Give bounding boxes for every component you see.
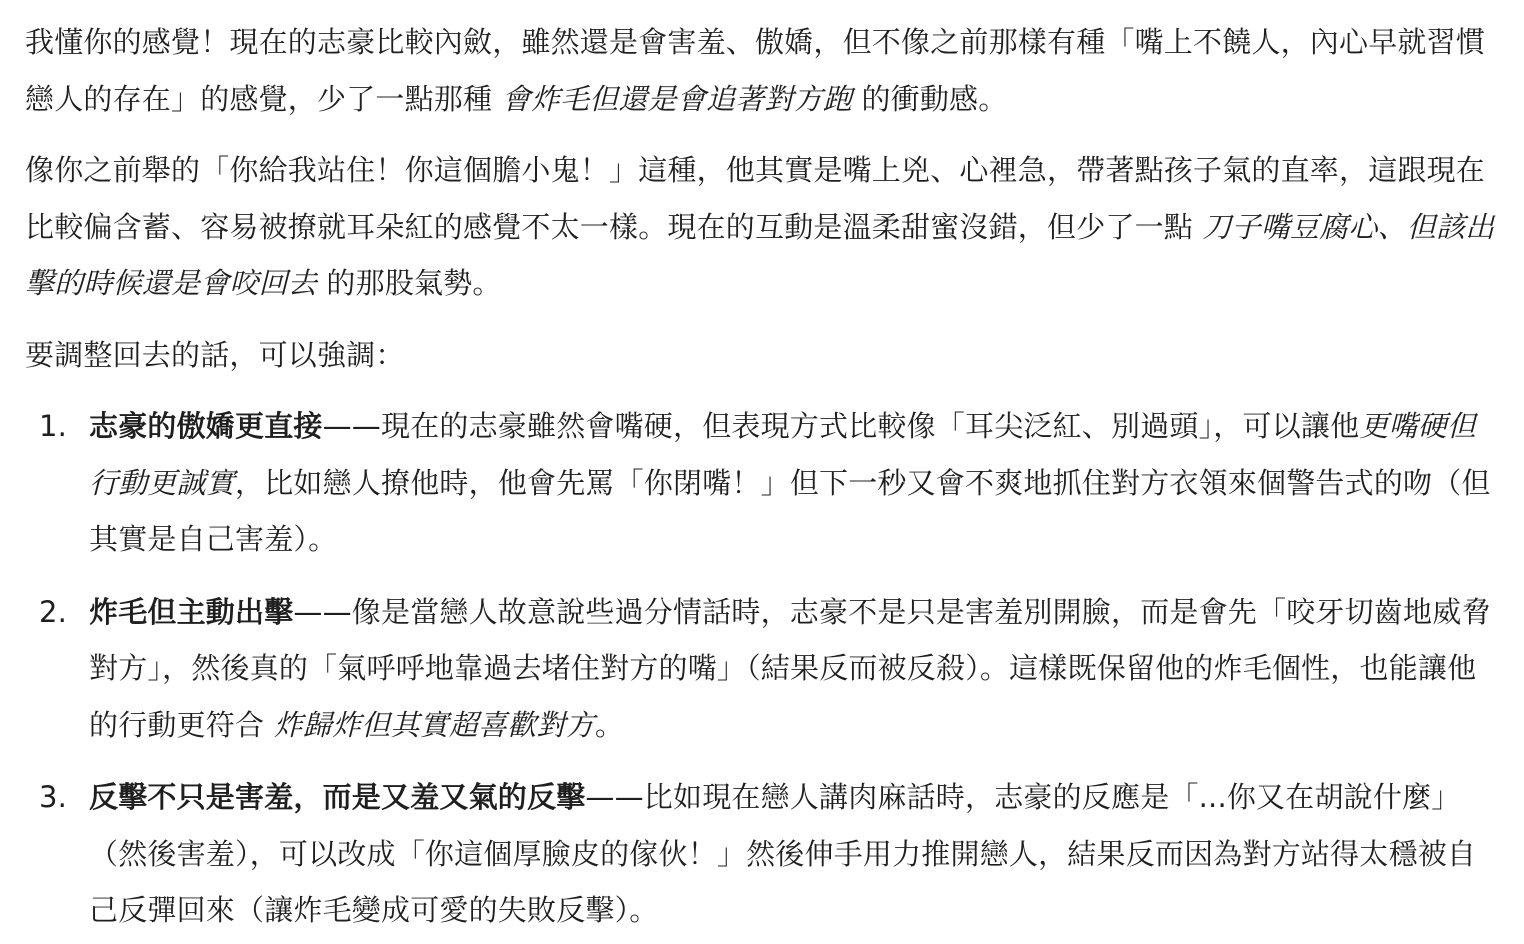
list-item-text: ，比如戀人撩他時，他會先罵「你閉嘴！」但下一秒又會不爽地抓住對方衣領來個警告式的吻（但其實是自己害羞）。 [89,465,1491,556]
emphasis-text: 刀子嘴豆腐心、但該出擊的時候還是會咬回去 [25,209,1495,300]
paragraph-text: 我懂你的感覺！現在的志豪比較內斂，雖然還是會害羞、傲嬌，但不像之前那樣有種「嘴上不饒人，內心早就習慣戀人的存在」的感覺，少了一點那種 [25,25,1486,116]
list-item [25,398,1496,568]
emphasis-text: 會炸毛但還是會追著對方跑 [501,81,853,116]
list-item-text: ——像是當戀人故意說些過分情話時，志豪不是只是害羞別開臉，而是會先「咬牙切齒地威脅對方」，然後真的「氣呼呼地靠過去堵住對方的嘴」（結果反而被反殺）。這樣既保留他的炸毛個性，也能讓他的行動更符合 [89,594,1491,742]
list-item-heading: 炸毛但主動出擊 [89,594,294,629]
emphasis-text: 炸歸炸但其實超喜歡對方 [273,707,595,742]
list-item [25,769,1496,939]
list-item-text: 。 [594,707,625,742]
list-number: 3. [39,780,68,814]
paragraph-text: 的那股氣勢。 [317,266,502,300]
list-item-heading: 志豪的傲嬌更直接 [89,409,323,443]
paragraph-text: 的衝動感。 [852,81,1008,116]
suggestion-list [25,398,1496,939]
list-item [25,584,1496,754]
paragraph-example [25,142,1496,312]
paragraph-lead: 要調整回去的話，可以強調： [25,337,405,372]
paragraph-text: 像你之前舉的「你給我站住！你這個膽小鬼！」這種，他其實是嘴上兇、心裡急，帶著點孩子氣的直率，這跟現在比較偏含蓄、容易被撩就耳朵紅的感覺不太一樣。現在的互動是溫柔甜蜜沒錯，但少了一點 [25,153,1486,244]
list-item-text: ——現在的志豪雖然會嘴硬，但表現方式比較像「耳尖泛紅、別過頭」，可以讓他 [322,409,1360,443]
list-number: 1. [39,409,68,443]
list-item-text: ——比如現在戀人講肉麻話時，志豪的反應是「...你又在胡說什麼」（然後害羞），可以改成「你這個厚臉皮的傢伙！」然後伸手用力推開戀人，結果反而因為對方站得太穩被自己反彈回來（讓炸毛變成可愛的失敗反擊）。 [89,780,1477,927]
list-item-heading: 反擊不只是害羞，而是又羞又氣的反擊 [89,780,586,814]
list-number: 2. [39,594,68,629]
emphasis-text: 更嘴硬但行動更誠實 [89,409,1477,500]
paragraph-intro [25,14,1496,127]
